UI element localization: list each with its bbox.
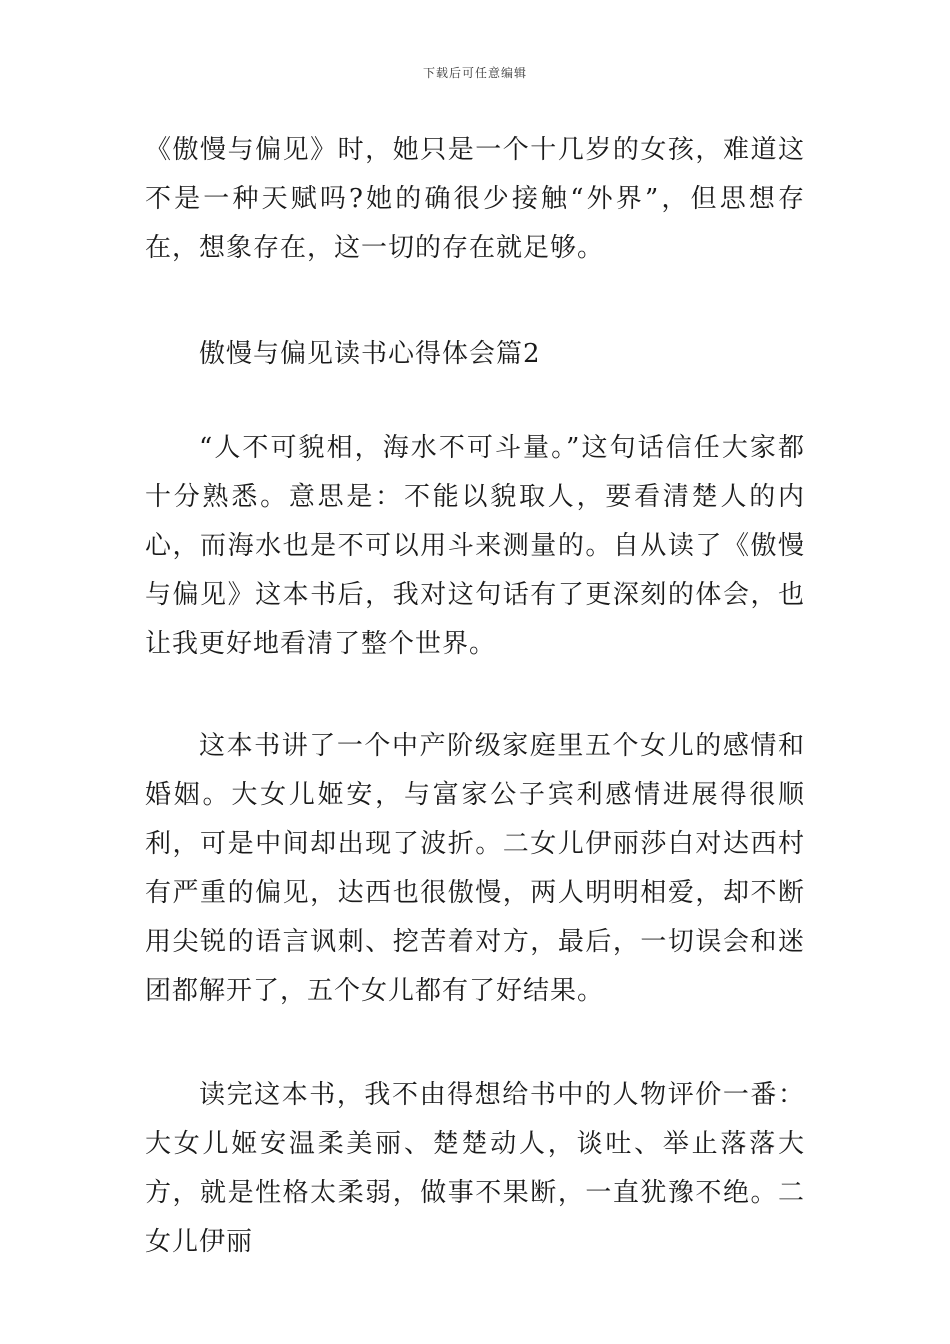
section-heading: 傲慢与偏见读书心得体会篇2: [199, 339, 541, 369]
paragraph-plot-summary: 这本书讲了一个中产阶级家庭里五个女儿的感情和婚姻。大女儿姬安，与富家公子宾利感情进展得很顺利，可是中间却出现了波折。二女儿伊丽莎白对达西村有严重的偏见，达西也很傲慢，两人明明相爱，却不断用尖锐的语言讽刺、挖苦着对方，最后，一切误会和迷团都解开了，五个女儿都有了好结果。: [145, 731, 805, 1006]
paragraph-character-review: 读完这本书，我不由得想给书中的人物评价一番：大女儿姬安温柔美丽、楚楚动人，谈吐、举止落落大方，就是性格太柔弱，做事不果断，一直犹豫不绝。二女儿伊丽: [145, 1080, 805, 1257]
paragraph-continuation: 《傲慢与偏见》时，她只是一个十几岁的女孩，难道这不是一种天赋吗?她的确很少接触“外界”，但思想存在，想象存在，这一切的存在就足够。: [145, 135, 805, 263]
page-header: 下载后可任意编辑: [422, 66, 527, 80]
paragraph-proverb: “人不可貌相，海水不可斗量。”这句话信任大家都十分熟悉。意思是：不能以貌取人，要看清楚人的内心，而海水也是不可以用斗来测量的。自从读了《傲慢与偏见》这本书后，我对这句话有了更深刻的体会，也让我更好地看清了整个世界。: [145, 433, 805, 659]
